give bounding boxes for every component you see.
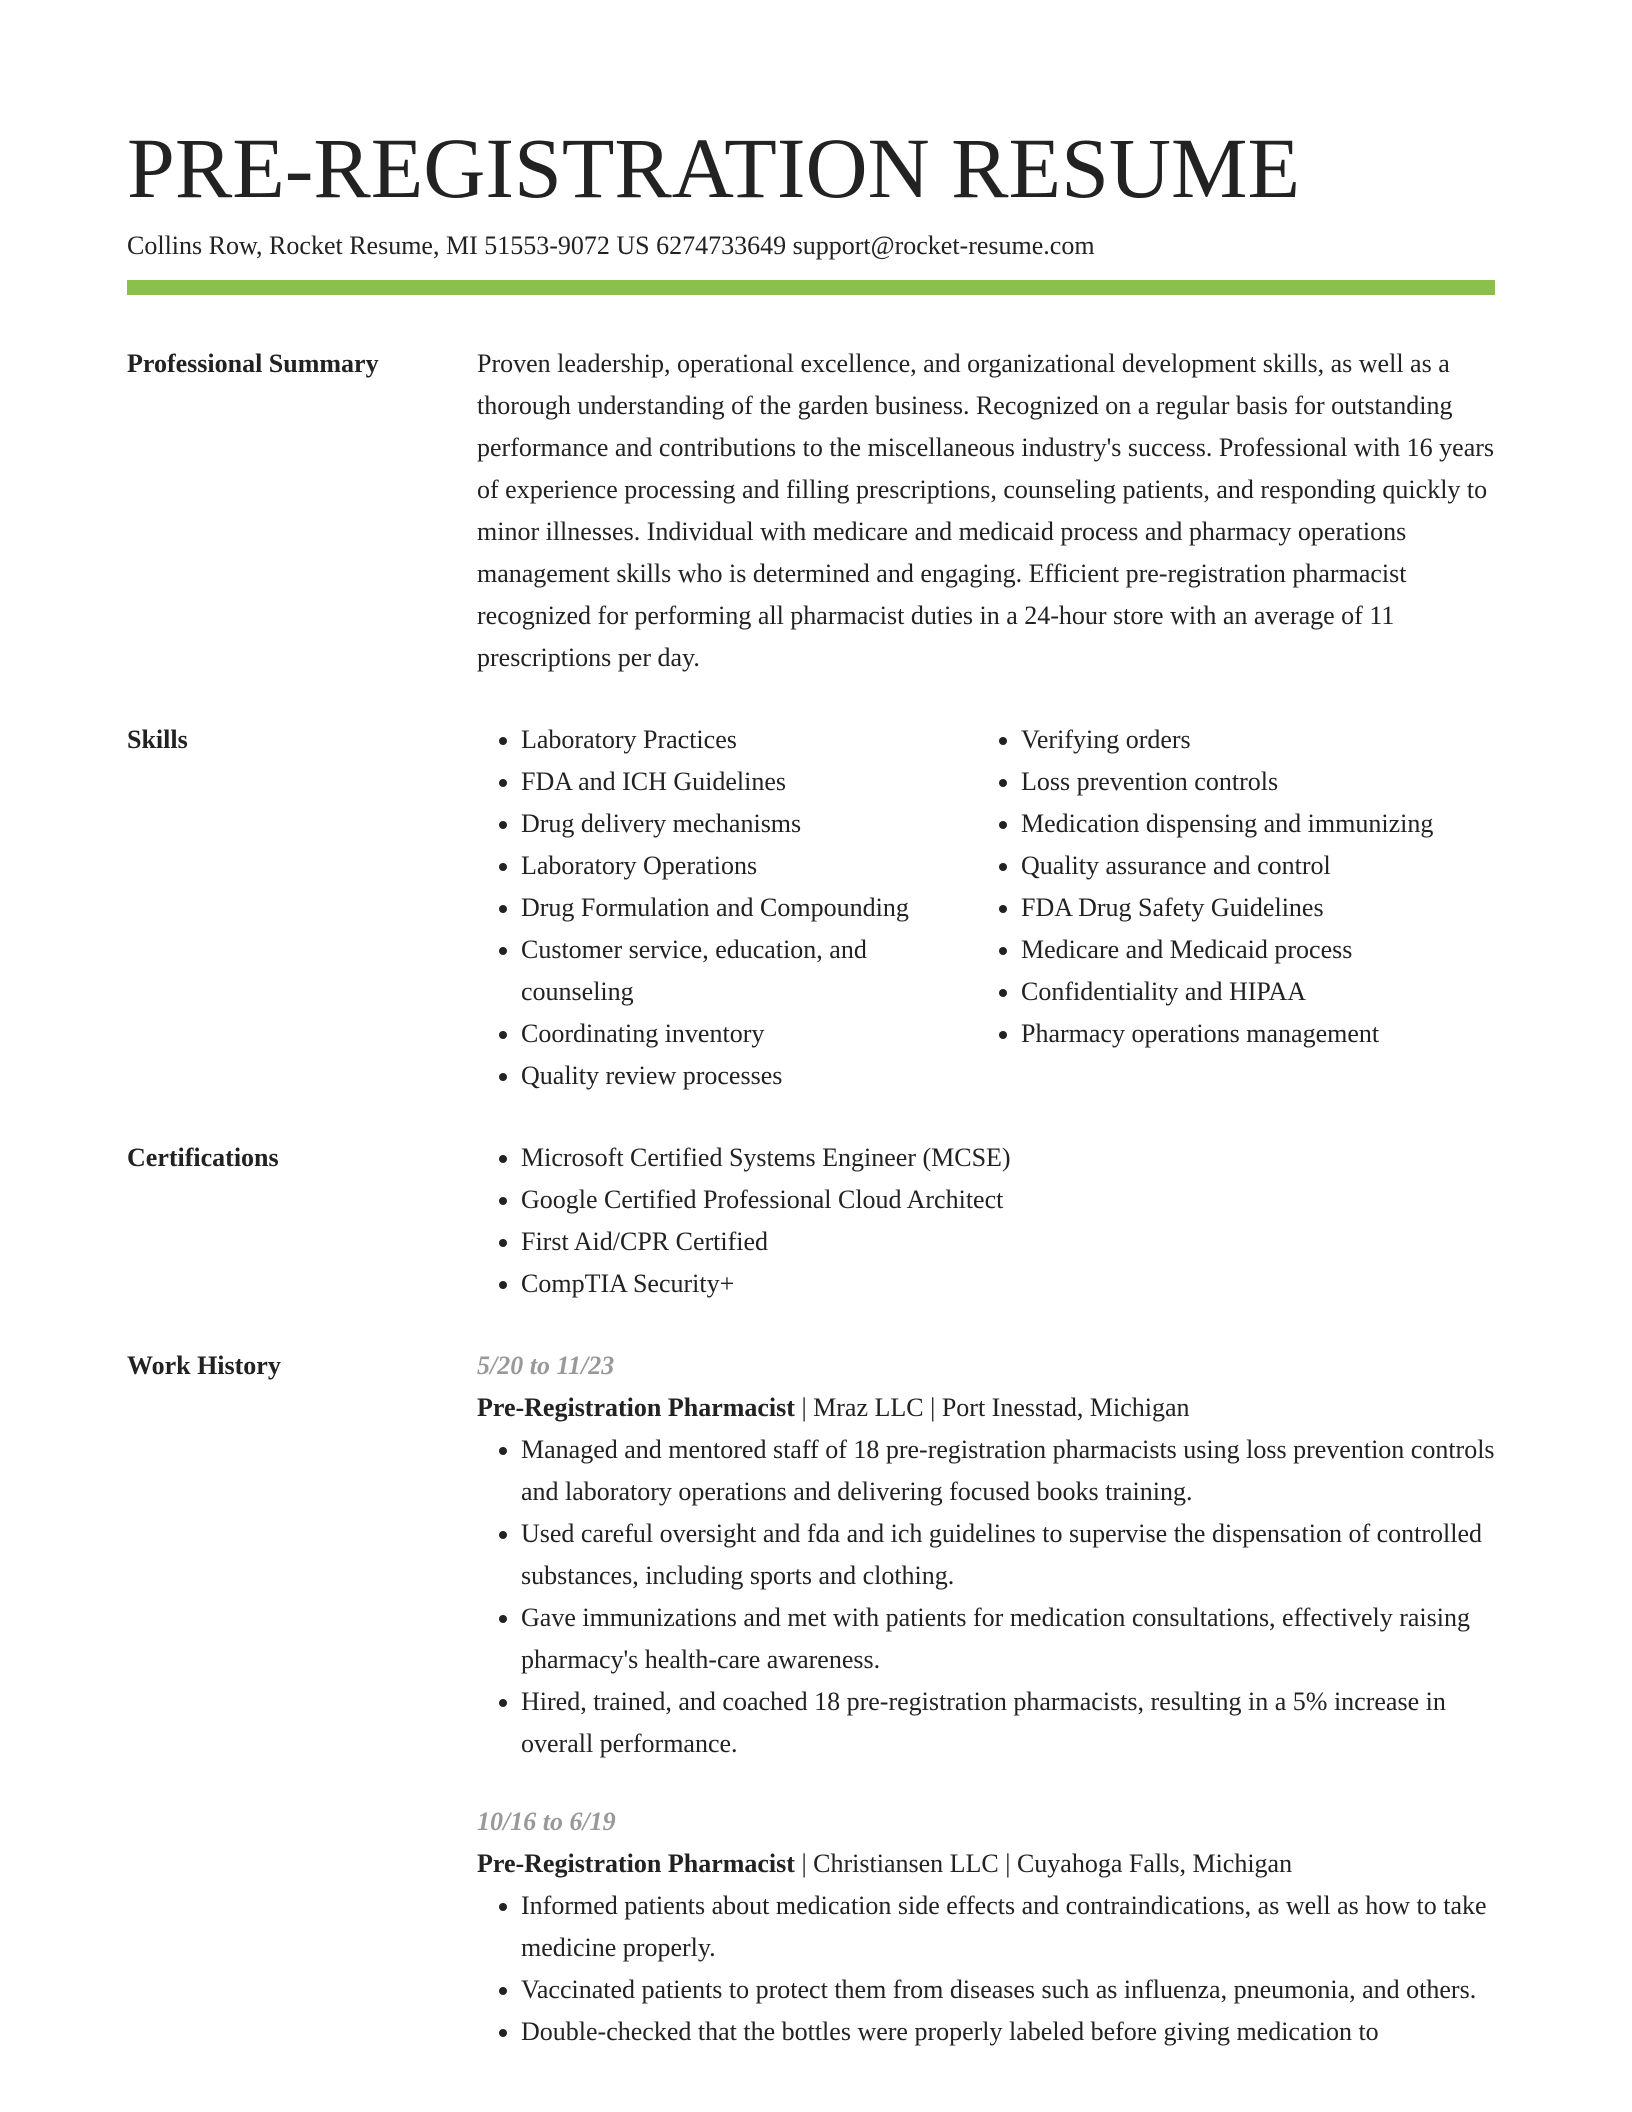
skill-item: • Coordinating inventory xyxy=(521,1013,977,1055)
job-duty: • Hired, trained, and coached 18 pre-registration pharmacists, resulting in a 5% increase in overall performance. xyxy=(521,1681,1495,1765)
job-duty: • Double-checked that the bottles were properly labeled before giving medication to xyxy=(521,2011,1495,2053)
skill-item: • Quality assurance and control xyxy=(1021,845,1495,887)
job-duty: • Informed patients about medication side effects and contraindications, as well as how to take medicine properly. xyxy=(521,1885,1495,1969)
skill-item: • Customer service, education, and counseling xyxy=(521,929,977,1013)
job-duty: • Used careful oversight and fda and ich guidelines to supervise the dispensation of controlled substances, including sports and clothing. xyxy=(521,1513,1495,1597)
skill-item: • Verifying orders xyxy=(1021,719,1495,761)
job-location: Port Inesstad, Michigan xyxy=(941,1393,1190,1422)
job-heading xyxy=(477,1387,1495,1429)
skill-item: • FDA and ICH Guidelines xyxy=(521,761,977,803)
job-duty: • Vaccinated patients to protect them from diseases such as influenza, pneumonia, and others. xyxy=(521,1969,1495,2011)
section-label: Skills xyxy=(127,725,188,754)
resume-title: PRE-REGISTRATION RESUME xyxy=(127,120,1301,216)
certification-item: • First Aid/CPR Certified xyxy=(521,1221,1495,1263)
skill-item: • Loss prevention controls xyxy=(1021,761,1495,803)
job-date: 10/16 to 6/19 xyxy=(477,1807,616,1836)
section-label: Certifications xyxy=(127,1143,279,1172)
certification-item: • CompTIA Security+ xyxy=(521,1263,1495,1305)
summary-section xyxy=(127,343,1495,679)
skills-section xyxy=(127,719,1495,1097)
skill-item: • FDA Drug Safety Guidelines xyxy=(1021,887,1495,929)
summary-text: Proven leadership, operational excellence, and organizational development skills, as well as a thorough understanding of the garden business. Recognized on a regular basis for outstanding performance and contributions to the miscellaneous industry's success. Professional with 16 years of experience processing and filling prescriptions, counseling patients, and responding quickly to minor illnesses. Individual with medicare and medicaid process and pharmacy operations management skills who is determined and engaging. Efficient pre-registration pharmacist recognized for performing all pharmacist duties in a 24-hour store with an average of 11 prescriptions per day. xyxy=(477,349,1495,672)
skill-item: • Laboratory Operations xyxy=(521,845,977,887)
address-text: Collins Row, Rocket Resume, MI 51553-9072 US xyxy=(127,231,650,260)
separator: | xyxy=(998,1849,1017,1878)
separator: | xyxy=(794,1849,814,1878)
job-company: Mraz LLC xyxy=(813,1393,924,1422)
accent-divider xyxy=(127,280,1495,295)
job-title: Pre-Registration Pharmacist xyxy=(477,1849,795,1878)
certifications-section xyxy=(127,1137,1495,1305)
certification-item: • Microsoft Certified Systems Engineer (MCSE) xyxy=(521,1137,1495,1179)
email-link[interactable]: support@rocket-resume.com xyxy=(792,231,1095,260)
job-duties xyxy=(477,1429,1495,1765)
section-label: Work History xyxy=(127,1351,281,1380)
job-duties xyxy=(477,1885,1495,2053)
job-entry xyxy=(477,1801,1495,2053)
skill-item: • Laboratory Practices xyxy=(521,719,977,761)
job-heading xyxy=(477,1843,1495,1885)
skill-item: • Medication dispensing and immunizing xyxy=(1021,803,1495,845)
job-location: Cuyahoga Falls, Michigan xyxy=(1016,1849,1293,1878)
skill-item: • Medicare and Medicaid process xyxy=(1021,929,1495,971)
skill-item: • Confidentiality and HIPAA xyxy=(1021,971,1495,1013)
phone-text: 6274733649 xyxy=(656,231,787,260)
skill-item: • Drug Formulation and Compounding xyxy=(521,887,977,929)
job-company: Christiansen LLC xyxy=(813,1849,999,1878)
separator: | xyxy=(794,1393,814,1422)
job-title: Pre-Registration Pharmacist xyxy=(477,1393,795,1422)
skill-item: • Pharmacy operations management xyxy=(1021,1013,1495,1055)
certifications-list xyxy=(477,1137,1495,1305)
skills-list-left xyxy=(477,719,977,1097)
contact-line xyxy=(127,228,1495,264)
work-history-section xyxy=(127,1345,1495,2053)
skills-list-right xyxy=(977,719,1495,1055)
section-label: Professional Summary xyxy=(127,349,379,378)
skill-item: • Drug delivery mechanisms xyxy=(521,803,977,845)
job-entry xyxy=(477,1345,1495,1765)
skill-item: • Quality review processes xyxy=(521,1055,977,1097)
job-duty: • Gave immunizations and met with patients for medication consultations, effectively raising pharmacy's health-care awareness. xyxy=(521,1597,1495,1681)
resume-page xyxy=(127,118,1495,2053)
separator: | xyxy=(923,1393,942,1422)
job-date: 5/20 to 11/23 xyxy=(477,1351,615,1380)
certification-item: • Google Certified Professional Cloud Architect xyxy=(521,1179,1495,1221)
job-duty: • Managed and mentored staff of 18 pre-registration pharmacists using loss prevention controls and laboratory operations and delivering focused books training. xyxy=(521,1429,1495,1513)
